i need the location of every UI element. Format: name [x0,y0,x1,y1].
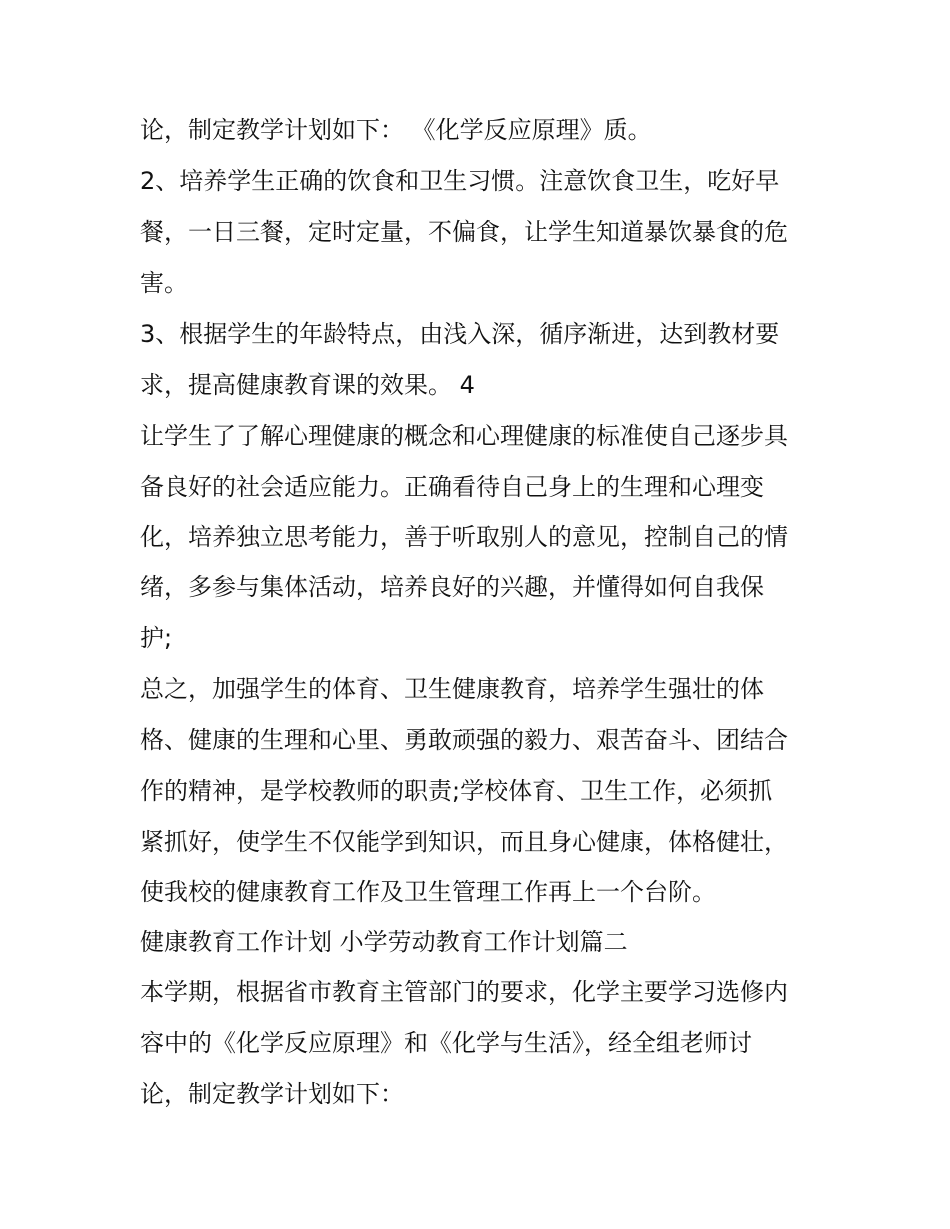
text-line: 2、培养学生正确的饮食和卫生习惯。注意饮食卫生，吃好早 [140,167,780,195]
text-line: 备良好的社会适应能力。正确看待自己身上的生理和心理变 [140,473,764,501]
text-line: 论，制定教学计划如下： 《化学反应原理》质。 [140,116,652,144]
text-line: 绪，多参与集体活动，培养良好的兴趣，并懂得如何自我保 [140,573,764,601]
text-line: 护; [140,624,173,652]
text-line: 使我校的健康教育工作及卫生管理工作再上一个台阶。 [140,878,716,906]
text-line: 3、根据学生的年龄特点，由浅入深，循序渐进，达到教材要 [140,320,780,348]
text-line: 紧抓好，使学生不仅能学到知识，而且身心健康，体格健壮， [140,828,788,856]
text-line: 论，制定教学计划如下： [140,1080,404,1108]
text-line: 餐，一日三餐，定时定量，不偏食，让学生知道暴饮暴食的危 [140,218,788,246]
text-line: 求，提高健康教育课的效果。 4 [140,371,475,399]
text-line: 格、健康的生理和心里、勇敢顽强的毅力、艰苦奋斗、团结合 [140,726,788,754]
text-line: 让学生了了解心理健康的概念和心理健康的标准使自己逐步具 [140,422,788,450]
text-line: 总之，加强学生的体育、卫生健康教育，培养学生强壮的体 [140,675,764,703]
text-line: 化，培养独立思考能力，善于听取别人的意见，控制自己的情 [140,523,788,551]
text-line: 本学期，根据省市教育主管部门的要求，化学主要学习选修内 [140,978,788,1006]
text-line: 作的精神，是学校教师的职责;学校体育、卫生工作，必须抓 [140,777,773,805]
text-line: 容中的《化学反应原理》和《化学与生活》，经全组老师讨 [140,1029,752,1057]
section-heading: 健康教育工作计划 小学劳动教育工作计划篇二 [140,928,628,956]
text-line: 害。 [140,269,188,297]
